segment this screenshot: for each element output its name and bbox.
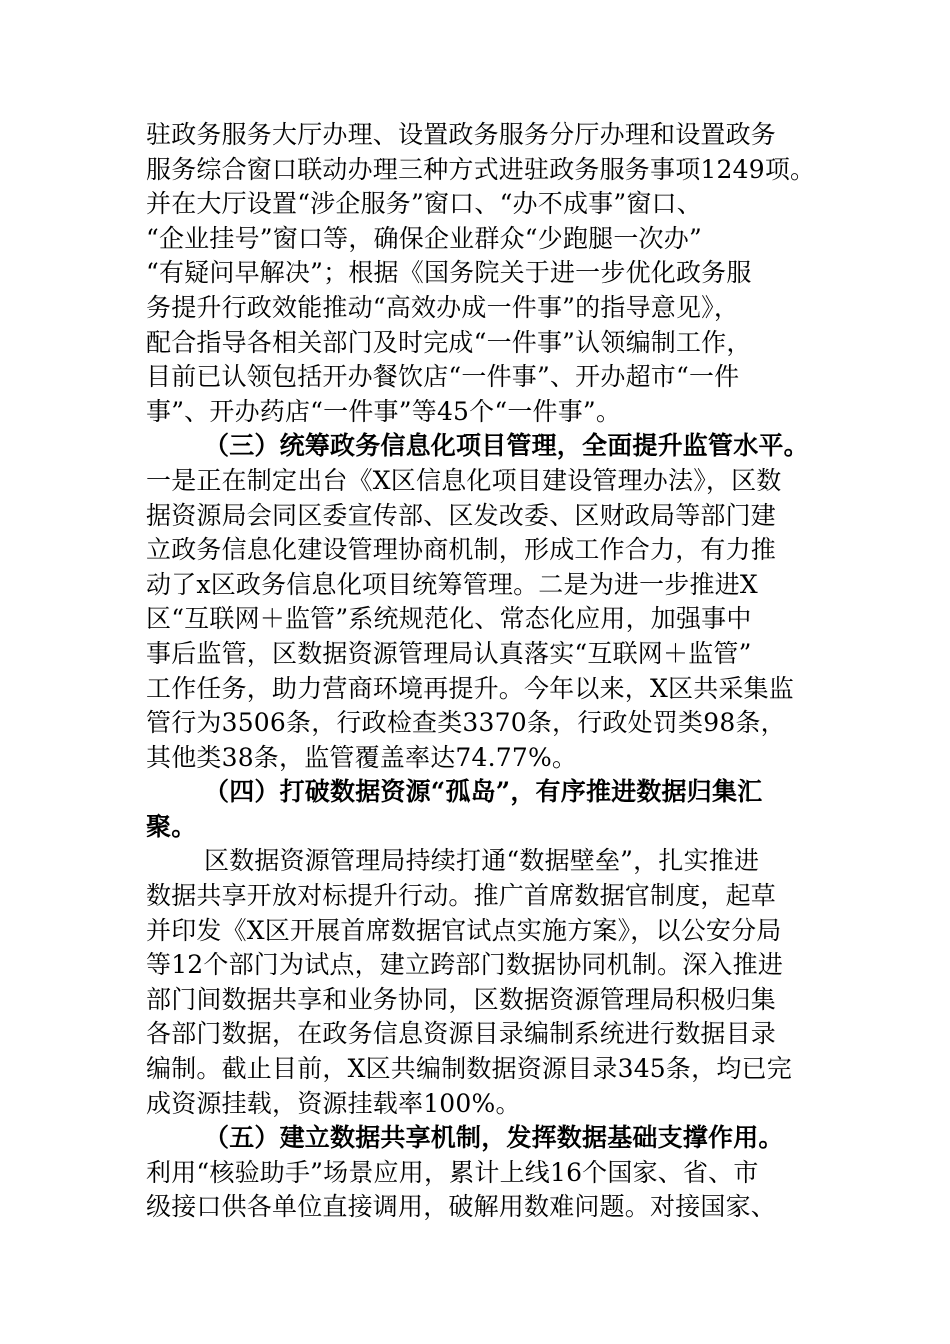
paragraph-line: 并印发《X区开展首席数据官试点实施方案》，以公安分局 (146, 915, 782, 945)
paragraph-line: “企业挂号”窗口等，确保企业群众“少跑腿一次办” (146, 223, 702, 253)
paragraph-line: 据资源局会同区委宣传部、区发改委、区财政局等部门建 (146, 500, 777, 530)
paragraph-line: 服务综合窗口联动办理三种方式进驻政务服务事项1249项。 (146, 154, 816, 184)
paragraph-line: 配合指导各相关部门及时完成“一件事”认领编制工作， (146, 327, 752, 357)
document-body (146, 118, 826, 1225)
paragraph-line: 编制。截止目前，X区共编制数据资源目录345条，均已完 (146, 1054, 792, 1084)
paragraph-line: 各部门数据，在政务信息资源目录编制系统进行数据目录 (146, 1019, 777, 1049)
paragraph-line: 区“互联网＋监管”系统规范化、常态化应用，加强事中 (146, 604, 752, 634)
paragraph-line: 部门间数据共享和业务协同，区数据资源管理局积极归集 (146, 984, 777, 1014)
paragraph-line: “有疑问早解决”；根据《国务院关于进一步优化政务服 (146, 258, 752, 288)
paragraph-line: 级接口供各单位直接调用，破解用数难问题。对接国家、 (146, 1192, 777, 1222)
paragraph-line: 工作任务，助力营商环境再提升。今年以来，X区共采集监 (146, 673, 795, 703)
paragraph-line: 驻政务服务大厅办理、设置政务服务分厅办理和设置政务 (146, 120, 777, 149)
paragraph-line: 成资源挂载，资源挂载率100%。 (146, 1088, 521, 1118)
paragraph-line: 事后监管，区数据资源管理局认真落实“互联网＋监管” (146, 638, 752, 668)
paragraph-line: 管行为3506条，行政检查类3370条，行政处罚类98条， (146, 708, 786, 738)
paragraph-line: 事”、开办药店“一件事”等45个“一件事”。 (146, 396, 622, 426)
section-heading-line: （五）建立数据共享机制，发挥数据基础支撑作用。 (204, 1123, 784, 1153)
paragraph-line: 等12个部门为试点，建立跨部门数据协同机制。深入推进 (146, 950, 784, 980)
paragraph-line: 其他类38条，监管覆盖率达74.77%。 (146, 742, 578, 772)
paragraph-line: 并在大厅设置“涉企服务”窗口、“办不成事”窗口、 (146, 189, 702, 219)
paragraph-line: 一是正在制定出台《X区信息化项目建设管理办法》，区数 (146, 465, 782, 495)
paragraph-line: 利用“核验助手”场景应用，累计上线16个国家、省、市 (146, 1157, 759, 1187)
paragraph-line: 数据共享开放对标提升行动。推广首席数据官制度，起草 (146, 881, 777, 911)
paragraph-line: 目前已认领包括开办餐饮店“一件事”、开办超市“一件 (146, 362, 740, 392)
section-heading-line: 聚。 (146, 811, 197, 841)
section-heading-line: （三）统筹政务信息化项目管理，全面提升监管水平。 (204, 431, 809, 461)
paragraph-line: 务提升行政效能推动“高效办成一件事”的指导意见》， (146, 292, 740, 322)
section-heading-line: （四）打破数据资源“孤岛”，有序推进数据归集汇 (204, 777, 763, 807)
paragraph-line: 区数据资源管理局持续打通“数据壁垒”，扎实推进 (204, 846, 760, 876)
paragraph-line: 动了x区政务信息化项目统筹管理。二是为进一步推进X (146, 569, 758, 599)
paragraph-line: 立政务信息化建设管理协商机制，形成工作合力，有力推 (146, 535, 777, 565)
